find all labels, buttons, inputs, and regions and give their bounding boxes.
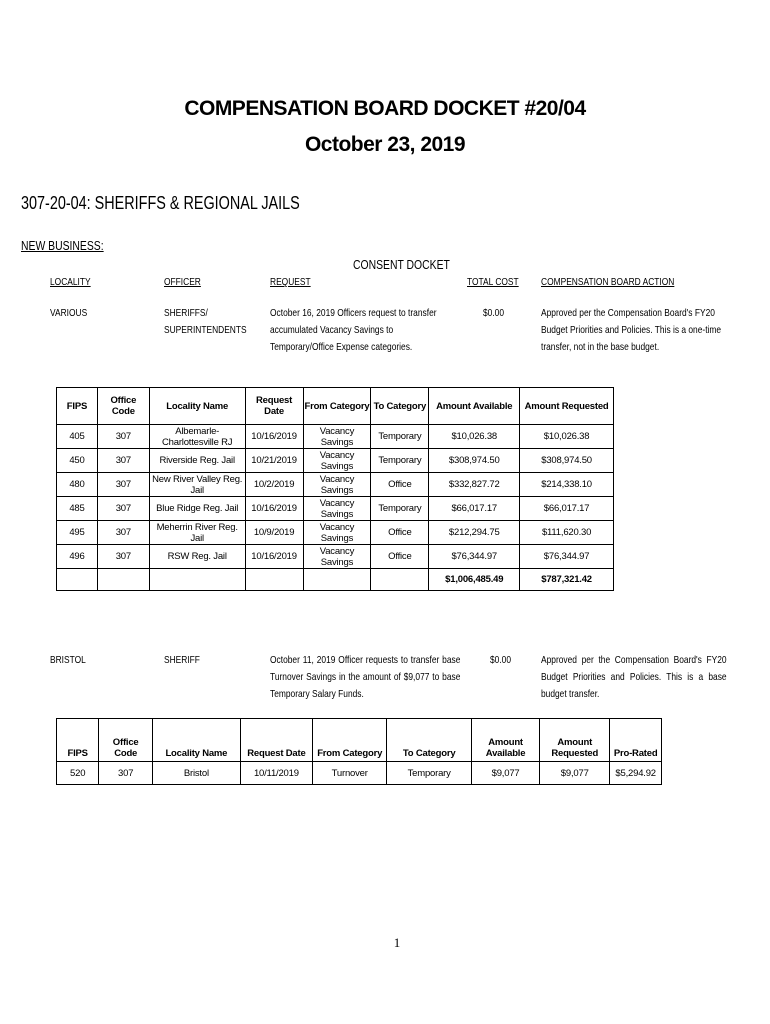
- col-amount-available: Amount Available: [429, 388, 520, 425]
- col-amount-requested: Amount Requested: [520, 388, 614, 425]
- cell-from-category: Vacancy Savings: [303, 425, 371, 449]
- cell-office-code: 307: [99, 762, 153, 785]
- cell-office-code: 307: [97, 497, 149, 521]
- cell-office-code: 307: [97, 425, 149, 449]
- cell-request-date: 10/11/2019: [240, 762, 312, 785]
- cell-request-date: 10/9/2019: [245, 521, 303, 545]
- empty-cell: [371, 569, 429, 591]
- cell-amount-requested: $111,620.30: [520, 521, 614, 545]
- item1-board-action: Approved per the Compensation Board's FY20 Budget Priorities and Policies. This is a one-time transfer, not in the base budget.: [541, 307, 722, 353]
- cell-from-category: Vacancy Savings: [303, 521, 371, 545]
- cell-fips: 450: [57, 449, 98, 473]
- cell-from-category: Vacancy Savings: [303, 545, 371, 569]
- docket-date: October 23, 2019: [304, 133, 466, 156]
- cell-office-code: 307: [97, 521, 149, 545]
- col-locality-name: Locality Name: [149, 388, 245, 425]
- col-office-code: Office Code: [99, 719, 153, 762]
- cell-from-category: Vacancy Savings: [303, 473, 371, 497]
- empty-cell: [97, 569, 149, 591]
- col-amount-available: Amount Available: [472, 719, 540, 762]
- col-pro-rated: Pro-Rated: [610, 719, 662, 762]
- cell-amount-available: $212,294.75: [429, 521, 520, 545]
- cell-from-category: Vacancy Savings: [303, 449, 371, 473]
- cell-amount-requested: $308,974.50: [520, 449, 614, 473]
- table-row: [57, 521, 614, 545]
- table-row: [57, 545, 614, 569]
- cell-fips: 405: [57, 425, 98, 449]
- section-heading: 307-20-04: SHERIFFS & REGIONAL JAILS: [21, 193, 300, 213]
- table-row: [57, 473, 614, 497]
- cell-fips: 496: [57, 545, 98, 569]
- col-from-category: From Category: [303, 388, 371, 425]
- cell-amount-available: $308,974.50: [429, 449, 520, 473]
- item1-officer-line1: SHERIFFS/: [164, 307, 208, 319]
- cell-to-category: Office: [371, 473, 429, 497]
- consent-docket-label: CONSENT DOCKET: [353, 257, 450, 272]
- cell-fips: 480: [57, 473, 98, 497]
- cell-locality: Albemarle-Charlottesville RJ: [149, 425, 245, 449]
- item2-total-cost: $0.00: [490, 654, 512, 666]
- cell-locality: Bristol: [153, 762, 241, 785]
- cell-to-category: Office: [371, 521, 429, 545]
- cell-amount-requested: $214,338.10: [520, 473, 614, 497]
- item2-locality: BRISTOL: [50, 654, 86, 666]
- docket-title: COMPENSATION BOARD DOCKET #20/04: [184, 97, 586, 120]
- table-row: [57, 762, 662, 785]
- table-row: [57, 497, 614, 521]
- header-officer: OFFICER: [164, 276, 201, 288]
- empty-cell: [303, 569, 371, 591]
- cell-to-category: Temporary: [371, 497, 429, 521]
- cell-amount-available: $76,344.97: [429, 545, 520, 569]
- empty-cell: [149, 569, 245, 591]
- cell-locality: RSW Reg. Jail: [149, 545, 245, 569]
- cell-locality: Blue Ridge Reg. Jail: [149, 497, 245, 521]
- col-to-category: To Category: [387, 719, 472, 762]
- col-request-date: Request Date: [245, 388, 303, 425]
- cell-from-category: Vacancy Savings: [303, 497, 371, 521]
- cell-to-category: Temporary: [371, 425, 429, 449]
- empty-cell: [245, 569, 303, 591]
- cell-amount-requested: $76,344.97: [520, 545, 614, 569]
- cell-locality: Riverside Reg. Jail: [149, 449, 245, 473]
- transfer-table-bristol: [56, 718, 662, 785]
- item1-officer-line2: SUPERINTENDENTS: [164, 324, 247, 336]
- cell-locality: New River Valley Reg. Jail: [149, 473, 245, 497]
- total-amount-available: $1,006,485.49: [429, 569, 520, 591]
- cell-amount-requested: $66,017.17: [520, 497, 614, 521]
- cell-request-date: 10/2/2019: [245, 473, 303, 497]
- cell-from-category: Turnover: [313, 762, 387, 785]
- header-total-cost: TOTAL COST: [467, 276, 519, 288]
- cell-amount-available: $66,017.17: [429, 497, 520, 521]
- cell-to-category: Temporary: [371, 449, 429, 473]
- header-request: REQUEST: [270, 276, 311, 288]
- cell-fips: 485: [57, 497, 98, 521]
- cell-office-code: 307: [97, 545, 149, 569]
- header-locality: LOCALITY: [50, 276, 91, 288]
- cell-amount-requested: $9,077: [540, 762, 610, 785]
- cell-to-category: Temporary: [387, 762, 472, 785]
- empty-cell: [57, 569, 98, 591]
- cell-request-date: 10/21/2019: [245, 449, 303, 473]
- item1-request: October 16, 2019 Officers request to transfer accumulated Vacancy Savings to Temporary/Office Expense categories.: [270, 307, 437, 353]
- cell-request-date: 10/16/2019: [245, 497, 303, 521]
- header-board-action: COMPENSATION BOARD ACTION: [541, 276, 675, 288]
- cell-amount-requested: $10,026.38: [520, 425, 614, 449]
- cell-fips: 520: [57, 762, 99, 785]
- col-from-category: From Category: [313, 719, 387, 762]
- total-amount-requested: $787,321.42: [520, 569, 614, 591]
- col-amount-requested: Amount Requested: [540, 719, 610, 762]
- col-office-code: Office Code: [97, 388, 149, 425]
- cell-amount-available: $9,077: [472, 762, 540, 785]
- cell-to-category: Office: [371, 545, 429, 569]
- item1-total-cost: $0.00: [483, 307, 505, 319]
- transfer-table-various: [56, 387, 614, 591]
- col-request-date: Request Date: [240, 719, 312, 762]
- cell-pro-rated: $5,294.92: [610, 762, 662, 785]
- page-number: 1: [393, 935, 401, 950]
- cell-request-date: 10/16/2019: [245, 545, 303, 569]
- table-row: [57, 449, 614, 473]
- table-row: [57, 425, 614, 449]
- item2-request: October 11, 2019 Officer requests to transfer base Turnover Savings in the amount of $9,077 to base Temporary Salary Funds.: [270, 654, 461, 700]
- col-fips: FIPS: [57, 719, 99, 762]
- item1-locality: VARIOUS: [50, 307, 88, 319]
- item2-board-action: Approved per the Compensation Board's FY20 Budget Priorities and Policies. This is a base budget transfer.: [541, 654, 727, 700]
- col-fips: FIPS: [57, 388, 98, 425]
- cell-request-date: 10/16/2019: [245, 425, 303, 449]
- new-business-label: NEW BUSINESS:: [21, 238, 104, 253]
- cell-office-code: 307: [97, 473, 149, 497]
- item2-officer: SHERIFF: [164, 654, 200, 666]
- cell-amount-available: $332,827.72: [429, 473, 520, 497]
- cell-locality: Meherrin River Reg. Jail: [149, 521, 245, 545]
- col-to-category: To Category: [371, 388, 429, 425]
- cell-amount-available: $10,026.38: [429, 425, 520, 449]
- cell-fips: 495: [57, 521, 98, 545]
- cell-office-code: 307: [97, 449, 149, 473]
- totals-row: [57, 569, 614, 591]
- col-locality-name: Locality Name: [153, 719, 241, 762]
